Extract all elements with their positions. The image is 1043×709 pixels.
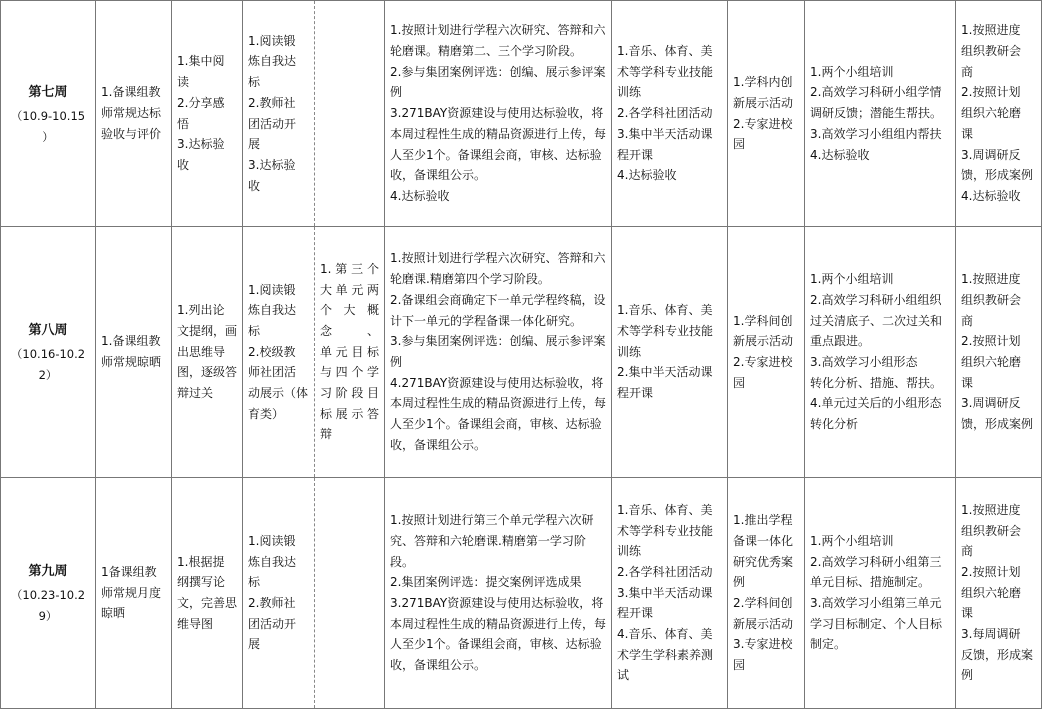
cell-text-line: 3.集中半天活动课 bbox=[617, 126, 713, 141]
study-group-cell bbox=[805, 478, 956, 709]
cell-text-line: 反馈，形成案 bbox=[961, 647, 1034, 662]
routine-cell bbox=[96, 1, 172, 227]
cell-text-line: 转化分析 bbox=[810, 417, 859, 432]
cell-text-line: 2.教师社 bbox=[248, 95, 296, 110]
teaching-research-cell bbox=[956, 478, 1042, 709]
cell-text-line: 课 bbox=[961, 606, 974, 621]
cell-text-line: 1.根据提 bbox=[177, 554, 225, 569]
week-date: 2） bbox=[38, 368, 58, 382]
cell-text-line: 人至少1个。备课组会商，审核、达标验 bbox=[390, 147, 602, 162]
cell-text-line: 收，备课组公示。 bbox=[390, 658, 487, 673]
week-date: （10.9-10.15 bbox=[10, 108, 86, 123]
week-cell bbox=[1, 227, 96, 478]
cell-text-line: 2.学科间创 bbox=[733, 596, 793, 610]
cell-text-line: 收 bbox=[177, 157, 190, 172]
cell-text-line: 2.各学科社团活动 bbox=[617, 564, 713, 579]
cell-text-line: 炼自我达 bbox=[248, 54, 297, 69]
cell-text-line: 计下一单元的学程备课一体化研究。 bbox=[390, 313, 583, 328]
cell-text-line: 1.学科间创 bbox=[733, 313, 793, 328]
cell-text-line: 4.音乐、体育、美 bbox=[617, 627, 713, 642]
cell-text-line: 1.音乐、体育、美 bbox=[617, 303, 713, 318]
cell-text-line: 收，备课组公示。 bbox=[390, 437, 487, 452]
cell-text-line: 本周过程性生成的精品资源进行上传，每 bbox=[390, 126, 607, 141]
cell-text-line: 4.达标验收 bbox=[810, 147, 870, 162]
cell-text-line: 3.271BAY资源建设与使用达标验收，将 bbox=[390, 106, 604, 121]
cell-text-line: 训练 bbox=[617, 344, 642, 359]
cell-text-line: 2.教师社 bbox=[248, 596, 296, 610]
cell-text-line: 展 bbox=[248, 637, 261, 652]
week-date: （10.16-10.2 bbox=[10, 347, 86, 361]
cell-text-line: 2.按照计划 bbox=[961, 564, 1021, 579]
cell-text-line: 组织六轮磨 bbox=[961, 585, 1022, 600]
cell-text-line: 馈，形成案例 bbox=[961, 417, 1034, 432]
cell-text-line: 3.高效学习小组第三单元 bbox=[810, 596, 942, 610]
teacher-dev-cell bbox=[243, 1, 315, 227]
cell-text-line: 与四个学 bbox=[320, 365, 379, 380]
cell-text-line: 1.按照计划进行学程六次研究、答辩和六 bbox=[390, 23, 606, 38]
study-group-cell bbox=[805, 1, 956, 227]
cell-text-line: 2.分享感 bbox=[177, 95, 225, 110]
cell-text-line: 转化分析、措施、帮扶。 bbox=[810, 375, 943, 390]
cell-text-line: 商 bbox=[961, 544, 974, 559]
week-date: ） bbox=[42, 129, 54, 144]
cell-text-line: 重点跟进。 bbox=[810, 334, 871, 349]
cell-text-line: 3.集中半天活动课 bbox=[617, 585, 713, 600]
unit-goal-cell bbox=[315, 478, 385, 709]
cell-text-line: 3.参与集团案例评选：创编、展示参评案 bbox=[390, 334, 606, 349]
cell-text-line: 新展示活动 bbox=[733, 334, 794, 349]
cell-text-line: 术学生学科素养测 bbox=[617, 647, 714, 662]
cell-text-line: 组织教研会 bbox=[961, 523, 1022, 538]
cell-text-line: 个大概念、 bbox=[320, 303, 379, 338]
cell-text-line: 课 bbox=[961, 375, 974, 390]
cell-text-line: 师社团活 bbox=[248, 365, 297, 380]
cell-text-line: 2.按照计划 bbox=[961, 334, 1021, 349]
cell-text-line: 组织六轮磨 bbox=[961, 355, 1022, 369]
cell-text-line: 辩 bbox=[320, 427, 333, 442]
cell-text-line: 单元目标、措施制定。 bbox=[810, 575, 931, 590]
cell-text-line: 2.参与集团案例评选：创编、展示参评案 bbox=[390, 64, 606, 79]
cell-text-line: 师常规晾晒 bbox=[101, 355, 162, 369]
cell-text-line: 商 bbox=[961, 313, 974, 328]
cell-text-line: 园 bbox=[733, 137, 746, 152]
cell-text-line: 3.每周调研 bbox=[961, 627, 1021, 642]
cell-text-line: 2.备课组会商确定下一单元学程终稿，设 bbox=[390, 292, 606, 307]
cell-text-line: 人至少1个。备课组会商，审核、达标验 bbox=[390, 637, 602, 652]
cell-text-line: 训练 bbox=[617, 85, 642, 100]
cell-text-line: 1.音乐、体育、美 bbox=[617, 502, 713, 517]
cell-text-line: 1.阅读锻 bbox=[248, 282, 296, 297]
cell-text-line: 团活动开 bbox=[248, 116, 297, 131]
cell-text-line: 过关清底子、二次过关和 bbox=[810, 313, 943, 328]
cell-text-line: 程开课 bbox=[617, 147, 654, 162]
cell-text-line: 本周过程性生成的精品资源进行上传，每 bbox=[390, 616, 607, 631]
cell-text-line: 本周过程性生成的精品资源进行上传，每 bbox=[390, 396, 607, 411]
cell-text-line: 辩过关 bbox=[177, 386, 214, 401]
teaching-research-cell bbox=[956, 227, 1042, 478]
cell-text-line: 炼自我达 bbox=[248, 303, 297, 318]
cell-text-line: 园 bbox=[733, 658, 746, 673]
cell-text-line: 2.集团案例评选：提交案例评选成果 bbox=[390, 575, 582, 590]
innovation-cell bbox=[728, 227, 805, 478]
cell-text-line: 标 bbox=[248, 323, 261, 338]
cell-text-line: 收，备课组公示。 bbox=[390, 168, 487, 183]
week-cell bbox=[1, 1, 96, 227]
cell-text-line: 3.周调研反 bbox=[961, 396, 1021, 411]
cell-text-line: 4.271BAY资源建设与使用达标验收，将 bbox=[390, 375, 604, 390]
cell-text-line: 1.按照进度 bbox=[961, 502, 1021, 517]
cell-text-line: 园 bbox=[733, 375, 746, 390]
cell-text-line: 1.两个小组培训 bbox=[810, 64, 894, 79]
cell-text-line: 师常规月度 bbox=[101, 585, 162, 600]
cell-text-line: 育类） bbox=[248, 406, 285, 421]
cell-text-line: 1.按照进度 bbox=[961, 272, 1021, 287]
cell-text-line: 1.第三个 bbox=[320, 261, 379, 276]
teacher-dev-cell bbox=[243, 478, 315, 709]
paper-cell bbox=[172, 1, 243, 227]
cell-text-line: 文，完善思 bbox=[177, 596, 238, 610]
cell-text-line: 术等学科专业技能 bbox=[617, 64, 714, 79]
cell-text-line: 备课一体化 bbox=[733, 533, 794, 548]
cell-text-line: 1.两个小组培训 bbox=[810, 533, 894, 548]
innovation-cell bbox=[728, 478, 805, 709]
cell-text-line: 2.专家进校 bbox=[733, 355, 793, 369]
week-cell bbox=[1, 478, 96, 709]
cell-text-line: 1.备课组教 bbox=[101, 334, 161, 349]
cell-text-line: 轮磨课。精磨第二、三个学习阶段。 bbox=[390, 44, 583, 59]
study-group-cell bbox=[805, 227, 956, 478]
cell-text-line: 例 bbox=[390, 85, 403, 100]
cell-text-line: 师常规达标 bbox=[101, 106, 162, 121]
cell-text-line: 3.高效学习小组组内帮扶 bbox=[810, 126, 942, 141]
cell-text-line: 研究优秀案 bbox=[733, 554, 794, 569]
cell-text-line: 轮磨课.精磨第四个学习阶段。 bbox=[390, 272, 550, 287]
cell-text-line: 4.达标验收 bbox=[617, 168, 677, 183]
cell-text-line: 新展示活动 bbox=[733, 616, 794, 631]
arts-cell bbox=[612, 1, 728, 227]
cell-text-line: 商 bbox=[961, 64, 974, 79]
cell-text-line: 3.高效学习小组形态 bbox=[810, 355, 918, 369]
cell-text-line: 组织教研会 bbox=[961, 44, 1022, 59]
cell-text-line: 程开课 bbox=[617, 386, 654, 401]
cell-text-line: 馈，形成案例 bbox=[961, 168, 1034, 183]
cell-text-line: 2.高效学习科研小组组织 bbox=[810, 292, 942, 307]
innovation-cell bbox=[728, 1, 805, 227]
cell-text-line: 收 bbox=[248, 178, 261, 193]
cell-text-line: 1.音乐、体育、美 bbox=[617, 44, 713, 59]
cell-text-line: 1.按照计划进行学程六次研究、答辩和六 bbox=[390, 251, 606, 266]
cell-text-line: 3.271BAY资源建设与使用达标验收，将 bbox=[390, 596, 604, 610]
cell-text-line: 2.各学科社团活动 bbox=[617, 106, 713, 121]
cell-text-line: 1.备课组教 bbox=[101, 85, 161, 100]
cell-text-line: 团活动开 bbox=[248, 616, 297, 631]
table-row bbox=[1, 1, 1042, 227]
cell-text-line: 1备课组教 bbox=[101, 564, 157, 579]
cell-text-line: 展 bbox=[248, 137, 261, 152]
week-date: （10.23-10.2 bbox=[10, 588, 86, 602]
cell-text-line: 人至少1个。备课组会商，审核、达标验 bbox=[390, 417, 602, 432]
cell-text-line: 动展示（体 bbox=[248, 386, 309, 401]
cell-text-line: 纲撰写论 bbox=[177, 575, 226, 590]
cell-text-line: 标 bbox=[248, 575, 261, 590]
cell-text-line: 例 bbox=[390, 355, 403, 369]
lesson-research-cell bbox=[385, 1, 612, 227]
cell-text-line: 1.集中阅 bbox=[177, 54, 225, 69]
unit-goal-cell bbox=[315, 227, 385, 478]
table-row bbox=[1, 478, 1042, 709]
cell-text-line: 试 bbox=[617, 668, 630, 683]
arts-cell bbox=[612, 227, 728, 478]
cell-text-line: 1.两个小组培训 bbox=[810, 272, 894, 287]
cell-text-line: 图，逐级答 bbox=[177, 365, 238, 380]
cell-text-line: 组织六轮磨 bbox=[961, 106, 1022, 121]
cell-text-line: 单元目标 bbox=[320, 344, 379, 359]
cell-text-line: 4.达标验收 bbox=[390, 188, 450, 203]
cell-text-line: 1.阅读锻 bbox=[248, 533, 296, 548]
cell-text-line: 读 bbox=[177, 75, 190, 90]
paper-cell bbox=[172, 227, 243, 478]
cell-text-line: 例 bbox=[733, 575, 746, 590]
cell-text-line: 悟 bbox=[177, 116, 190, 131]
cell-text-line: 标展示答 bbox=[320, 406, 379, 421]
cell-text-line: 3.达标验 bbox=[177, 137, 225, 152]
cell-text-line: 标 bbox=[248, 75, 261, 90]
cell-text-line: 课 bbox=[961, 126, 974, 141]
week-title: 第七周 bbox=[28, 84, 68, 100]
cell-text-line: 晾晒 bbox=[101, 606, 126, 621]
cell-text-line: 2.校级教 bbox=[248, 344, 296, 359]
week-title: 第九周 bbox=[28, 564, 68, 579]
cell-text-line: 术等学科专业技能 bbox=[617, 323, 714, 338]
cell-text-line: 3.达标验 bbox=[248, 157, 296, 172]
teacher-dev-cell bbox=[243, 227, 315, 478]
cell-text-line: 1.按照计划进行第三个单元学程六次研 bbox=[390, 513, 594, 528]
cell-text-line: 2.按照计划 bbox=[961, 85, 1021, 100]
cell-text-line: 究、答辩和六轮磨课.精磨第一学习阶段。 bbox=[390, 533, 586, 569]
cell-text-line: 1.阅读锻 bbox=[248, 33, 296, 48]
cell-text-line: 调研反馈；潜能生帮扶。 bbox=[810, 106, 943, 121]
cell-text-line: 2.高效学习科研小组第三 bbox=[810, 554, 942, 569]
cell-text-line: 4.单元过关后的小组形态 bbox=[810, 396, 942, 411]
cell-text-line: 4.达标验收 bbox=[961, 188, 1021, 203]
cell-text-line: 3.专家进校 bbox=[733, 637, 793, 652]
cell-text-line: 新展示活动 bbox=[733, 95, 794, 110]
cell-text-line: 组织教研会 bbox=[961, 292, 1022, 307]
cell-text-line: 1.按照进度 bbox=[961, 23, 1021, 38]
cell-text-line: 术等学科专业技能 bbox=[617, 523, 714, 538]
lesson-research-cell bbox=[385, 227, 612, 478]
routine-cell bbox=[96, 478, 172, 709]
cell-text-line: 例 bbox=[961, 668, 974, 683]
cell-text-line: 2.高效学习科研小组学情 bbox=[810, 85, 942, 100]
arts-cell bbox=[612, 478, 728, 709]
cell-text-line: 维导图 bbox=[177, 616, 214, 631]
table-row bbox=[1, 227, 1042, 478]
cell-text-line: 制定。 bbox=[810, 637, 847, 652]
cell-text-line: 验收与评价 bbox=[101, 126, 162, 141]
week-title: 第八周 bbox=[28, 323, 68, 338]
paper-cell bbox=[172, 478, 243, 709]
cell-text-line: 1.推出学程 bbox=[733, 513, 793, 528]
unit-goal-cell bbox=[315, 1, 385, 227]
routine-cell bbox=[96, 227, 172, 478]
cell-text-line: 2.专家进校 bbox=[733, 116, 793, 131]
cell-text-line: 2.集中半天活动课 bbox=[617, 365, 713, 380]
teaching-research-cell bbox=[956, 1, 1042, 227]
week-date: 9） bbox=[38, 609, 58, 623]
cell-text-line: 1.学科内创 bbox=[733, 75, 793, 90]
cell-text-line: 3.周调研反 bbox=[961, 147, 1021, 162]
cell-text-line: 炼自我达 bbox=[248, 554, 297, 569]
cell-text-line: 学习目标制定、个人目标 bbox=[810, 616, 943, 631]
cell-text-line: 训练 bbox=[617, 544, 642, 559]
cell-text-line: 程开课 bbox=[617, 606, 654, 621]
lesson-research-cell bbox=[385, 478, 612, 709]
cell-text-line: 习阶段目 bbox=[320, 386, 379, 401]
cell-text-line: 大单元两 bbox=[320, 282, 379, 297]
cell-text-line: 文提纲，画 bbox=[177, 323, 238, 338]
cell-text-line: 出思维导 bbox=[177, 344, 226, 359]
cell-text-line: 1.列出论 bbox=[177, 303, 225, 318]
